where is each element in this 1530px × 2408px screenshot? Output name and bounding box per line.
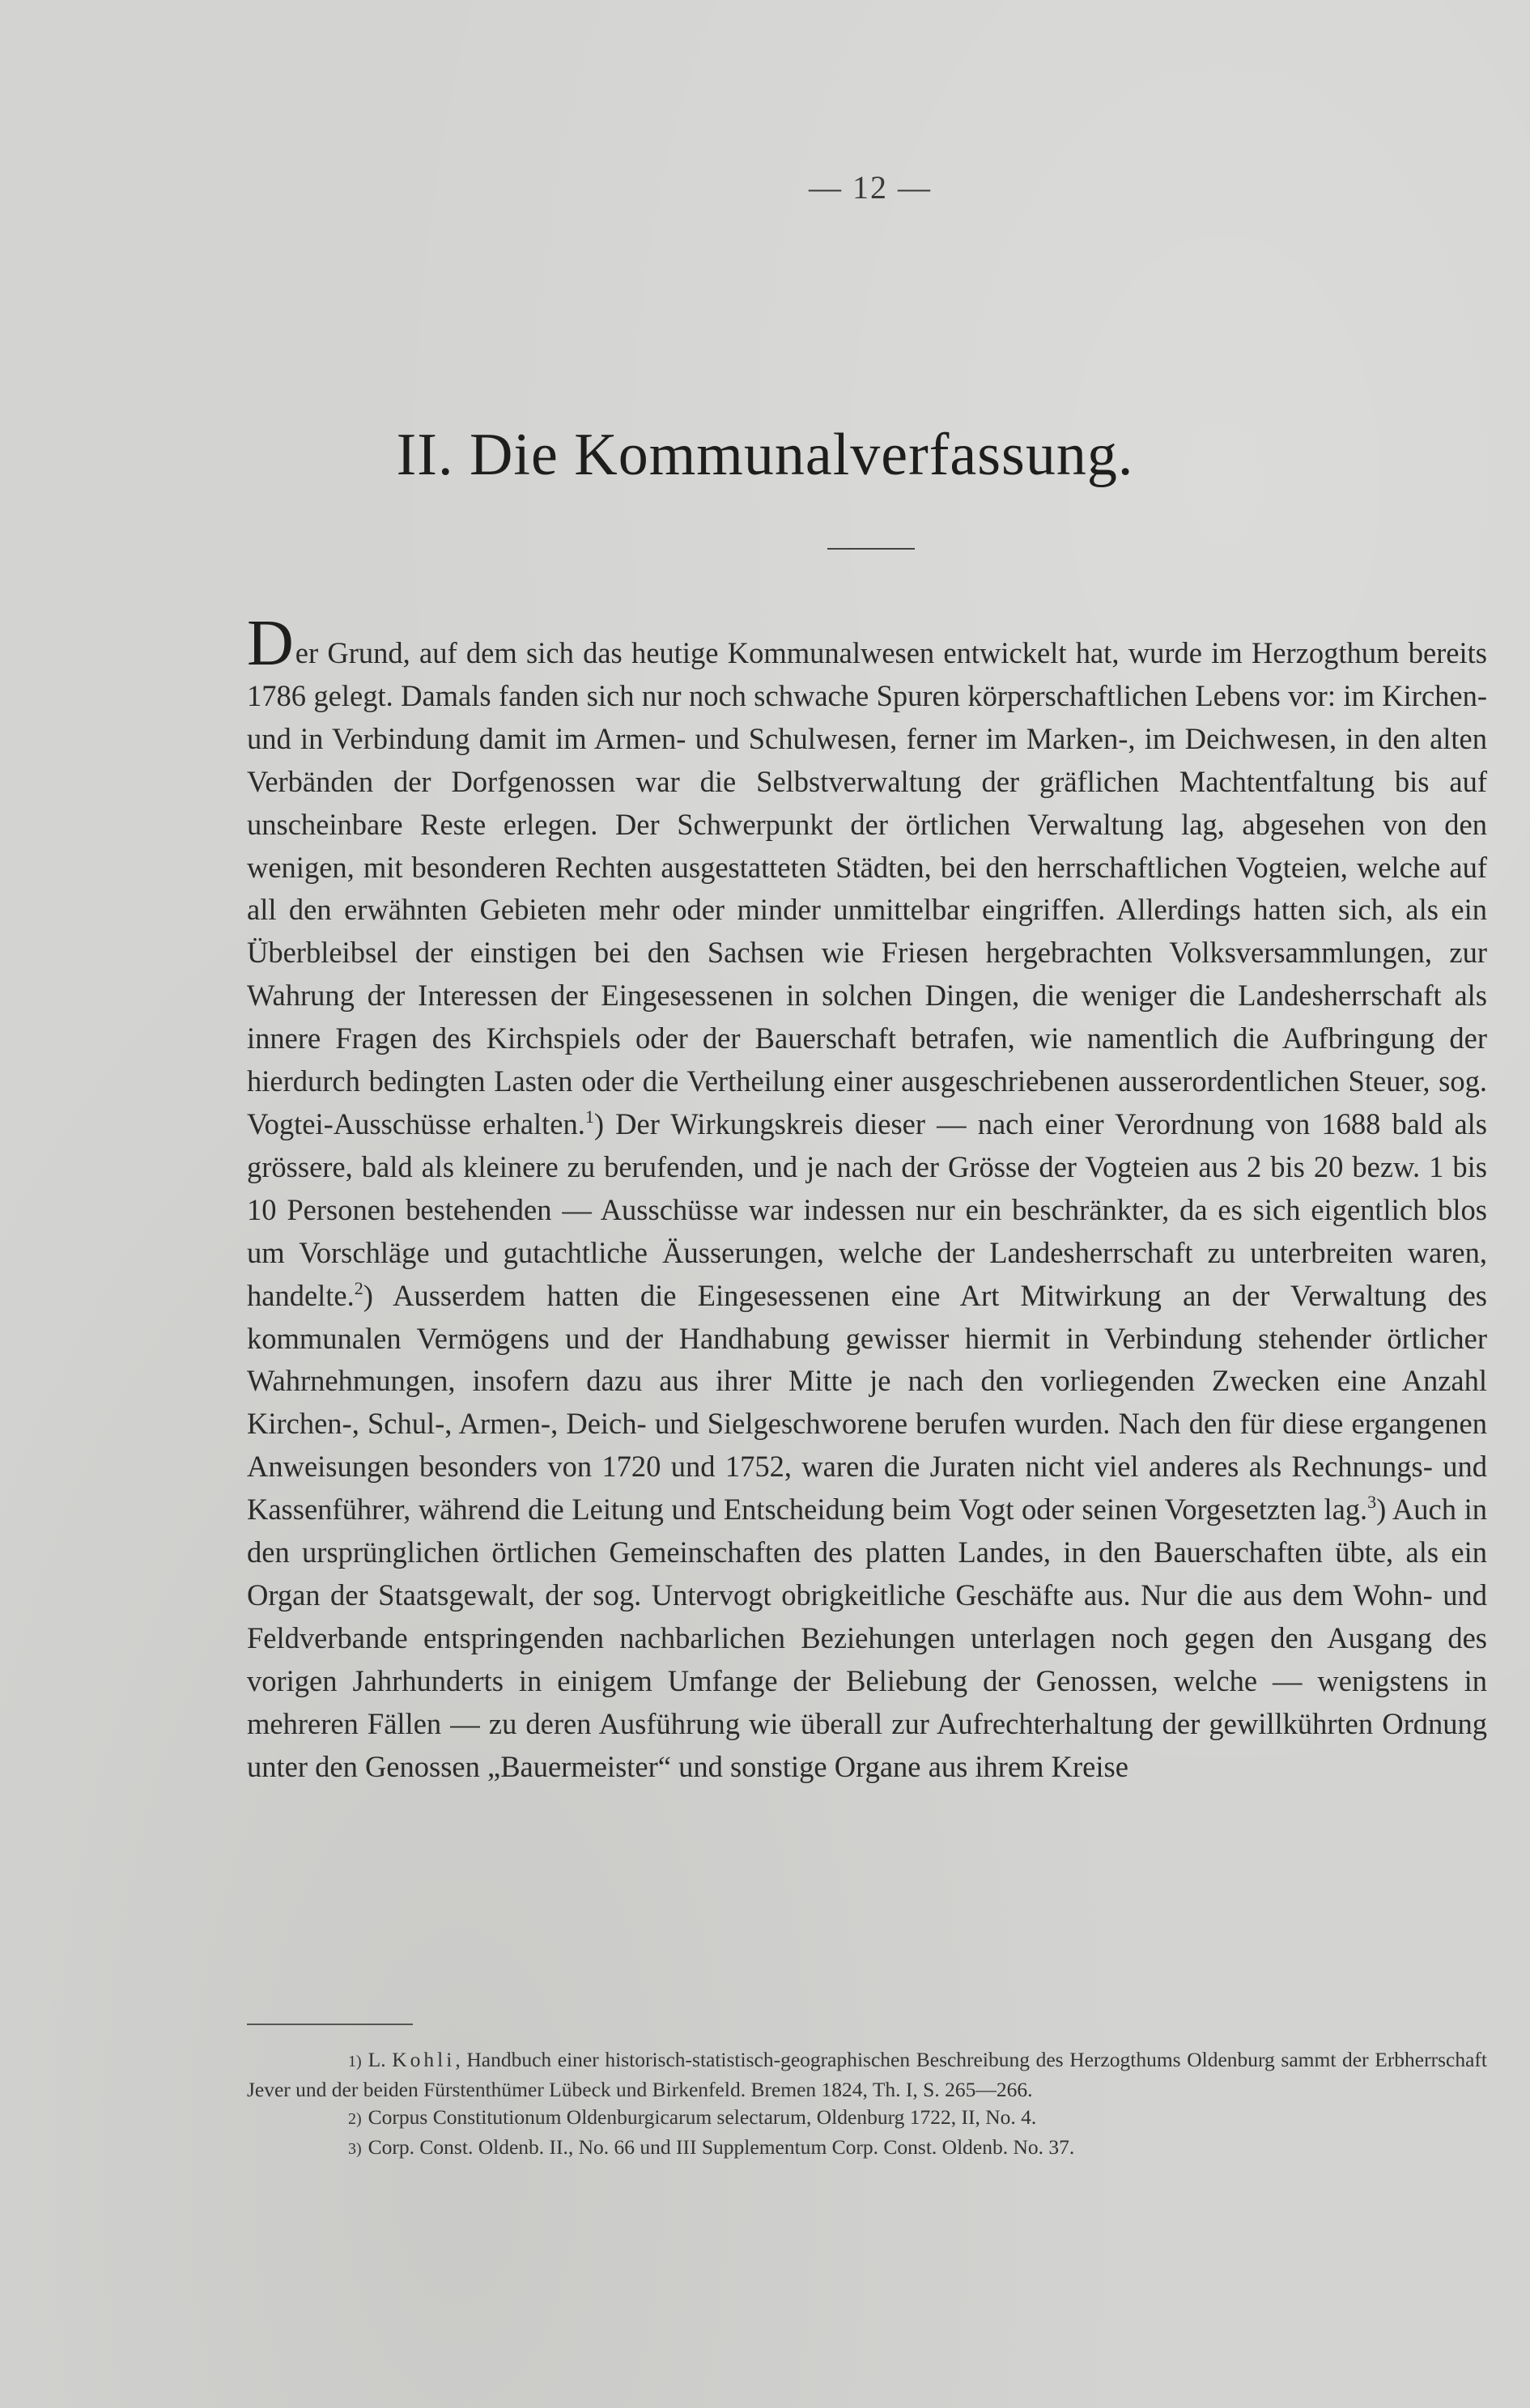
footnote-prefix: L. xyxy=(368,2048,393,2071)
body-text-run-3: ) Ausserdem hatten die Eingesessenen eine Art Mitwirkung an der Verwaltung des kommunalen Vermögens und der Handhabung gewisser hiermit in Verbindung stehender örtlicher Wahrnehmungen, insofern dazu aus ihrer Mitte je nach den vorliegenden Zwecken eine Anzahl Kirchen-, Schul-, Armen-, Deich- und Sielgeschworene berufen wurden. Nach den für diese ergangenen Anweisungen besonders von 1720 und 1752, waren die Juraten nicht viel anderes als Rechnungs- und Kassenführer, während die Leitung und Entscheidung beim Vogt oder seinen Vorgesetzten lag. xyxy=(247,1278,1487,1527)
footnote-text: Corp. Const. Oldenb. II., No. 66 und III Supplementum Corp. Const. Oldenb. No. 37. xyxy=(368,2134,1075,2159)
footnote-text: Corpus Constitutionum Oldenburgicarum selectarum, Oldenburg 1722, II, No. 4. xyxy=(368,2105,1037,2129)
chapter-title: II. Die Kommunalverfassung. xyxy=(396,422,1134,488)
footnote-ref-1: 1 xyxy=(584,1106,594,1127)
drop-cap: D xyxy=(247,608,294,679)
title-divider xyxy=(827,548,915,550)
footnotes xyxy=(247,2046,1487,2163)
footnote-divider xyxy=(247,2024,413,2025)
page-number: — 12 — xyxy=(809,169,932,206)
footnote-ref-3: 3 xyxy=(1367,1492,1377,1513)
body-text-run-1: er Grund, auf dem sich das heutige Kommunalwesen entwickelt hat, wurde im Herzogthum bereits 1786 gelegt. Damals fanden sich nur noch schwache Spuren körperschaftlichen Lebens vor: im Kirchen- und in Verbindung damit im Armen- und Schulwesen, ferner im Marken-, im Deichwesen, in den alten Verbänden der Dorfgenossen war die Selbstverwaltung der gräflichen Machtentfaltung bis auf unscheinbare Reste erlegen. Der Schwerpunkt der örtlichen Verwaltung lag, abgesehen von den wenigen, mit besonderen Rechten ausgestatteten Städten, bei den herrschaftlichen Vogteien, welche auf all den erwähnten Gebieten mehr oder minder unmittelbar eingriffen. Allerdings hatten sich, als ein Überbleibsel der einstigen bei den Sachsen wie Friesen hergebrachten Volksversammlungen, zur Wahrung der Interessen der Eingesessenen in solchen Dingen, die weniger die Landesherrschaft als innere Fragen des Kirchspiels oder der Bauerschaft betrafen, wie namentlich die Aufbringung der hierdurch bedingten Lasten oder die Vertheilung einer ausgeschriebenen ausserordentlichen Steuer, sog. Vogtei-Ausschüsse erhalten. xyxy=(247,636,1487,1140)
footnote-mark: 2) xyxy=(348,2110,362,2128)
footnote-mark: 1) xyxy=(348,2053,362,2070)
footnote-author: Kohli xyxy=(392,2048,456,2071)
body-paragraph xyxy=(247,608,1487,1788)
footnote-3 xyxy=(247,2134,1487,2164)
body-text-run-4: ) Auch in den ursprünglichen örtlichen Gemeinschaften des platten Landes, in den Bauerschaften übte, als ein Organ der Staatsgewalt, der sog. Untervogt obrigkeitliche Geschäfte aus. Nur die aus dem Wohn- und Feldverbande entspringenden nachbarlichen Beziehungen unterlagen noch gegen den Ausgang des vorigen Jahrhunderts in einigem Umfange der Beliebung der Genossen, welche — wenigstens in mehreren Fällen — zu deren Ausführung wie überall zur Aufrechterhaltung der gewillkührten Ordnung unter den Genossen „Bauermeister“ und sonstige Organe aus ihrem Kreise xyxy=(247,1493,1487,1783)
body-text-run-2: ) Der Wirkungskreis dieser — nach einer Verordnung von 1688 bald als grössere, bald als kleinere zu berufenden, und je nach der Grösse der Vogteien aus 2 bis 20 bezw. 1 bis 10 Personen bestehenden — Ausschüsse war indessen nur ein beschränkter, da es sich eigentlich blos um Vorschläge und gutachtliche Äusserungen, welche der Landesherrschaft zu unterbreiten waren, handelte. xyxy=(247,1106,1487,1312)
footnote-text: , Handbuch einer historisch-statistisch-geographischen Beschreibung des Herzogthums Oldenburg sammt der Erbherrschaft Jever und der beiden Fürstenthümer Lübeck und Birkenfeld. Bremen 1824, Th. I, S. 265—266. xyxy=(247,2048,1487,2101)
footnote-1 xyxy=(247,2046,1487,2104)
body-text xyxy=(247,608,1487,1788)
footnote-mark: 3) xyxy=(348,2139,362,2158)
footnote-ref-2: 2 xyxy=(354,1277,363,1298)
footnote-2 xyxy=(247,2104,1487,2134)
